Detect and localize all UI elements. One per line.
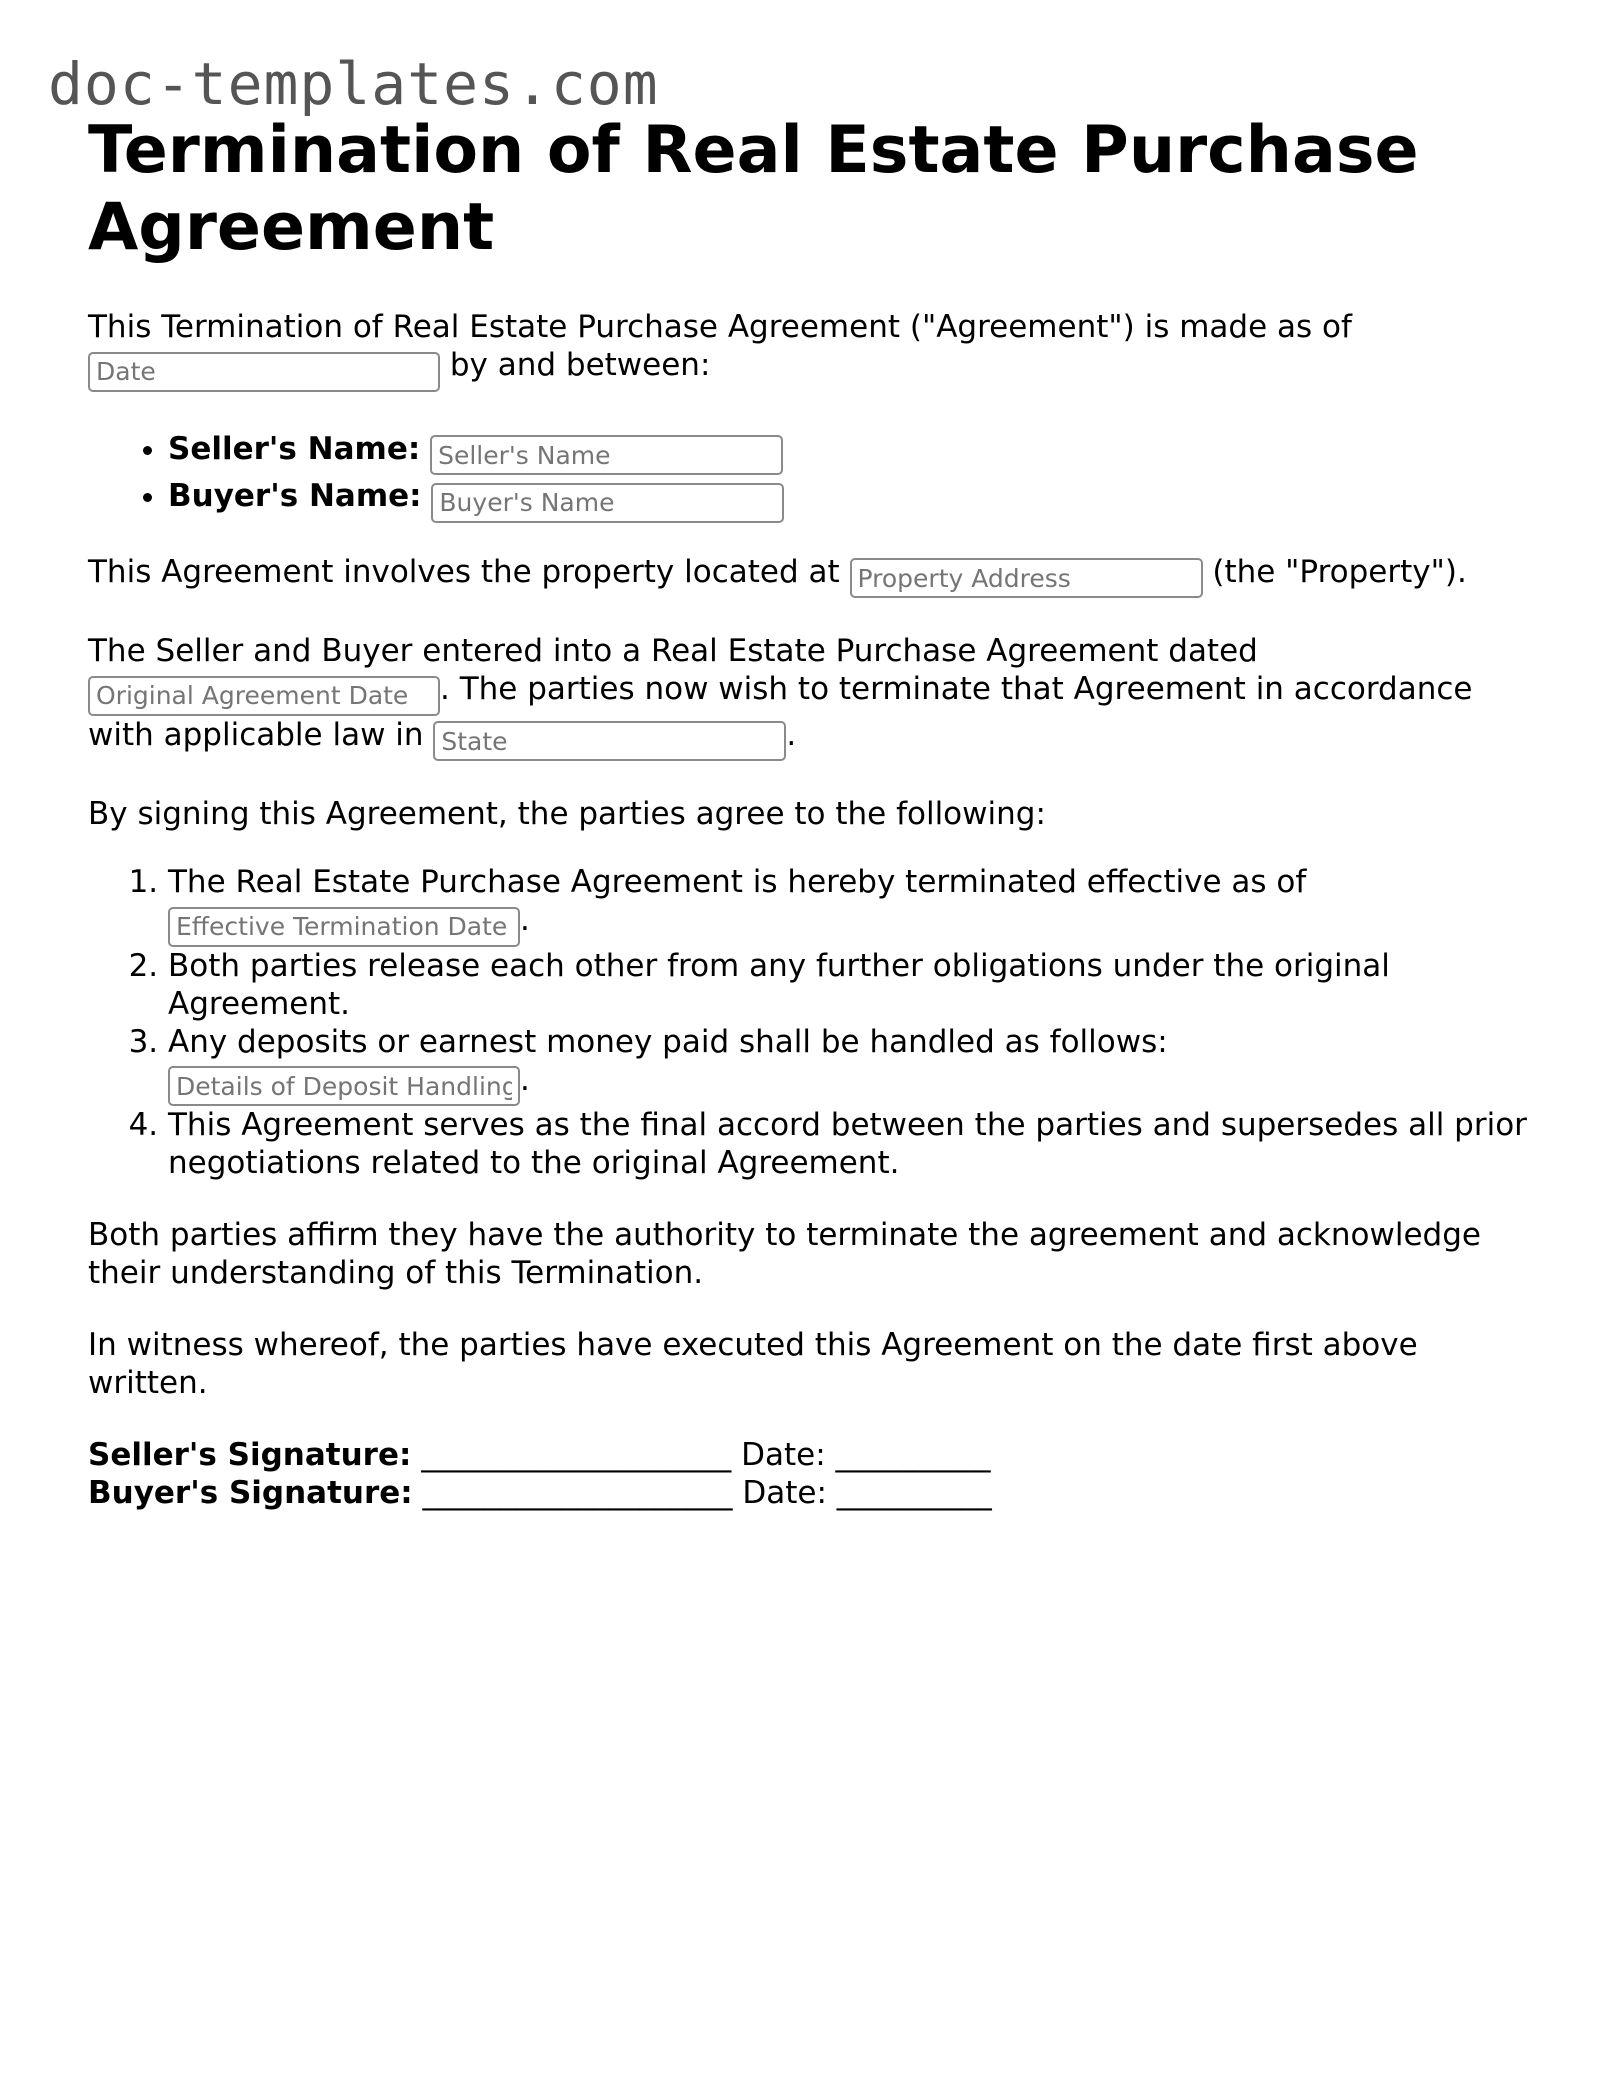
list-item — [168, 428, 1528, 476]
original-agreement-date-input[interactable] — [88, 676, 440, 716]
list-item — [168, 1106, 1528, 1182]
effective-termination-date-input[interactable] — [168, 907, 520, 947]
buyer-name-label: Buyer's Name: — [168, 478, 422, 514]
term-suffix: . — [520, 1061, 530, 1098]
term-suffix: . — [520, 902, 530, 938]
affirm-paragraph: Both parties affirm they have the authority to terminate the agreement and acknowledge their understanding of this Termination. — [88, 1217, 1481, 1291]
terms-list — [88, 863, 1528, 1182]
property-text-before: This Agreement involves the property located at — [88, 553, 850, 590]
term-text: This Agreement serves as the final accord between the parties and supersedes all prior negotiations related to the original Agreement. — [168, 1107, 1527, 1181]
intro-text-after: by and between: — [440, 347, 711, 383]
signature-date-underline: __________ — [825, 1437, 991, 1473]
original-agreement-paragraph — [88, 632, 1528, 761]
seller-name-label: Seller's Name: — [168, 430, 421, 467]
signature-underline: ____________________ — [411, 1437, 742, 1473]
witness-paragraph: In witness whereof, the parties have executed this Agreement on the date first above written. — [88, 1327, 1418, 1401]
deposit-handling-input[interactable] — [168, 1066, 520, 1106]
state-input[interactable] — [433, 721, 786, 761]
seller-name-input[interactable] — [430, 435, 783, 475]
intro-paragraph — [88, 308, 1528, 392]
original-text-middle: . The parties now wish to terminate that Agreement in accordance with applicable law in — [88, 671, 1473, 753]
buyer-name-input[interactable] — [431, 483, 784, 523]
property-address-input[interactable] — [850, 558, 1203, 598]
original-text-before: The Seller and Buyer entered into a Real Estate Purchase Agreement dated — [88, 633, 1258, 669]
signature-date-underline: __________ — [826, 1475, 992, 1511]
parties-list — [88, 428, 1528, 523]
signature-date-label: Date: — [741, 1437, 826, 1473]
list-item — [168, 1023, 1528, 1107]
buyer-signature-label: Buyer's Signature: — [88, 1475, 413, 1511]
agree-intro-paragraph: By signing this Agreement, the parties agree to the following: — [88, 796, 1046, 832]
intro-text-before: This Termination of Real Estate Purchase Agreement ("Agreement") is made as of — [88, 309, 1352, 345]
property-paragraph — [88, 553, 1528, 599]
original-text-after: . — [786, 716, 797, 753]
document-title: Termination of Real Estate Purchase Agreement — [88, 113, 1419, 265]
signature-block — [88, 1436, 1528, 1512]
signature-date-label: Date: — [742, 1475, 827, 1511]
site-watermark: doc-templates.com — [48, 50, 659, 118]
seller-signature-label: Seller's Signature: — [88, 1437, 412, 1473]
seller-signature-line — [88, 1436, 1528, 1474]
list-item — [168, 947, 1528, 1023]
term-text: The Real Estate Purchase Agreement is hereby terminated effective as of — [168, 864, 1307, 900]
term-text: Any deposits or earnest money paid shall be handled as follows: — [168, 1023, 1168, 1060]
document-page — [88, 112, 1528, 1512]
property-text-after: (the "Property"). — [1202, 553, 1467, 590]
buyer-signature-line — [88, 1474, 1528, 1512]
agreement-date-input[interactable] — [88, 352, 440, 392]
signature-underline: ____________________ — [412, 1475, 743, 1511]
list-item — [168, 863, 1528, 947]
list-item — [168, 475, 1528, 523]
term-text: Both parties release each other from any further obligations under the original Agreement. — [168, 947, 1390, 1022]
